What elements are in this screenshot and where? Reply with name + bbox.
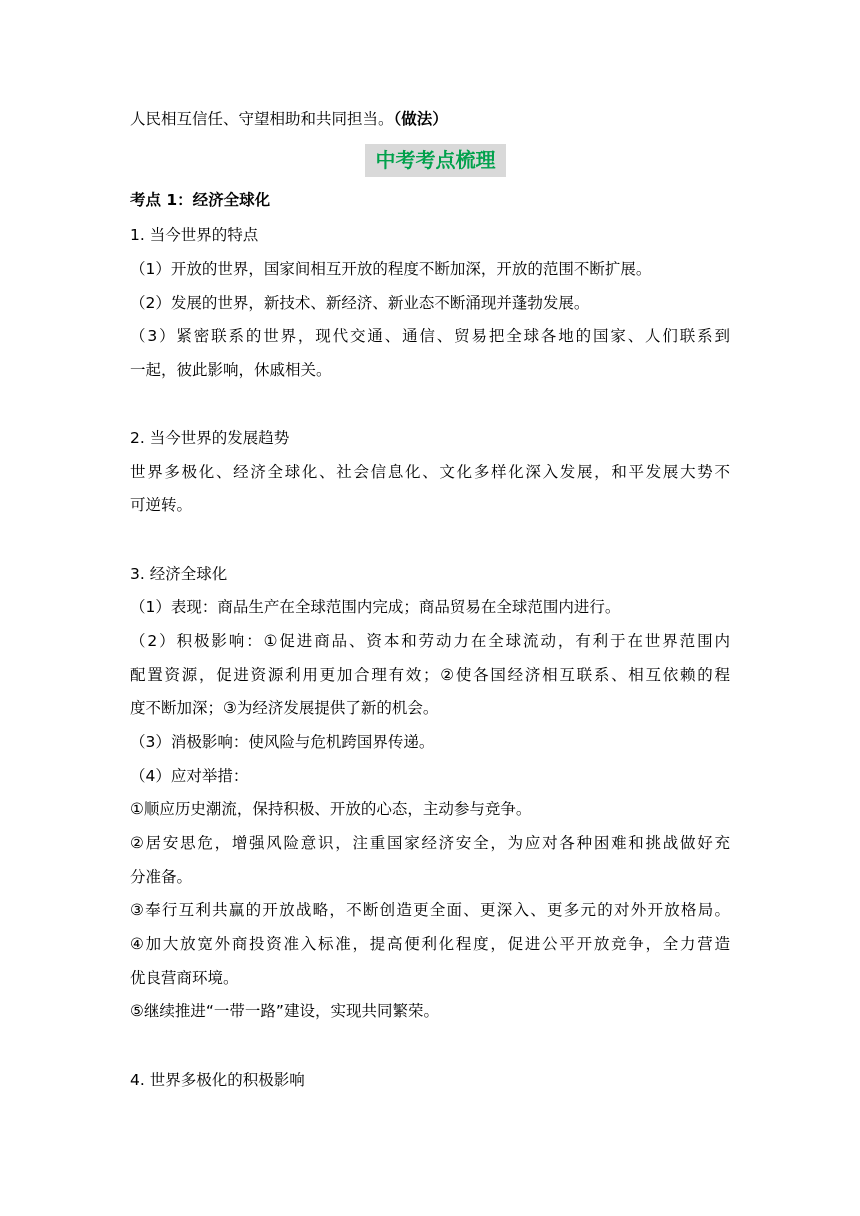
paragraph-1-1: （1）开放的世界，国家间相互开放的程度不断加深，开放的范围不断扩展。 [130, 260, 652, 278]
measure-3: ③奉行互利共赢的开放战略，不断创造更全面、更深入、更多元的对外开放格局。 [130, 901, 730, 919]
measure-1: ①顺应历史潮流，保持积极、开放的心态，主动参与竞争。 [130, 800, 532, 818]
section-banner: 中考考点梳理 [365, 144, 506, 177]
paragraph-3-4: （4）应对举措： [130, 767, 249, 785]
paragraph-3-3: （3）消极影响：使风险与危机跨国界传递。 [130, 733, 435, 751]
paragraph-2-line-2: 可逆转。 [130, 496, 193, 514]
paragraph-2-line-1: 世界多极化、经济全球化、社会信息化、文化多样化深入发展，和平发展大势不 [130, 463, 730, 481]
subsection-heading-4: 4. 世界多极化的积极影响 [130, 1071, 305, 1089]
paragraph-3-2-line-3: 度不断加深；③为经济发展提供了新的机会。 [130, 699, 439, 717]
paragraph-1-3-line-2: 一起，彼此影响，休戚相关。 [130, 361, 332, 379]
subsection-heading-3: 3. 经济全球化 [130, 565, 228, 583]
measure-2-line-1: ②居安思危，增强风险意识，注重国家经济安全，为应对各种困难和挑战做好充 [130, 834, 730, 852]
measure-2-line-2: 分准备。 [130, 868, 193, 886]
section-heading: 考点 1：经济全球化 [130, 191, 271, 209]
paragraph-1-2: （2）发展的世界，新技术、新经济、新业态不断涌现并蓬勃发展。 [130, 294, 590, 312]
subsection-heading-1: 1. 当今世界的特点 [130, 226, 259, 244]
measure-5: ⑤继续推进“一带一路”建设，实现共同繁荣。 [130, 1002, 439, 1020]
continued-paragraph [130, 108, 448, 130]
continued-paragraph-text: 人民相互信任、守望相助和共同担当。 [130, 110, 394, 128]
measure-4-line-2: 优良营商环境。 [130, 969, 239, 987]
paragraph-3-2-line-2: 配置资源，促进资源利用更加合理有效；②使各国经济相互联系、相互依赖的程 [130, 666, 730, 684]
paragraph-1-3-line-1: （3）紧密联系的世界，现代交通、通信、贸易把全球各地的国家、人们联系到 [130, 327, 730, 345]
paragraph-3-2-line-1: （2）积极影响：①促进商品、资本和劳动力在全球流动，有利于在世界范围内 [130, 632, 730, 650]
method-tag: （做法） [393, 110, 448, 128]
measure-4-line-1: ④加大放宽外商投资准入标准，提高便利化程度，促进公平开放竞争，全力营造 [130, 935, 730, 953]
paragraph-3-1: （1）表现：商品生产在全球范围内完成；商品贸易在全球范围内进行。 [130, 598, 621, 616]
subsection-heading-2: 2. 当今世界的发展趋势 [130, 429, 290, 447]
